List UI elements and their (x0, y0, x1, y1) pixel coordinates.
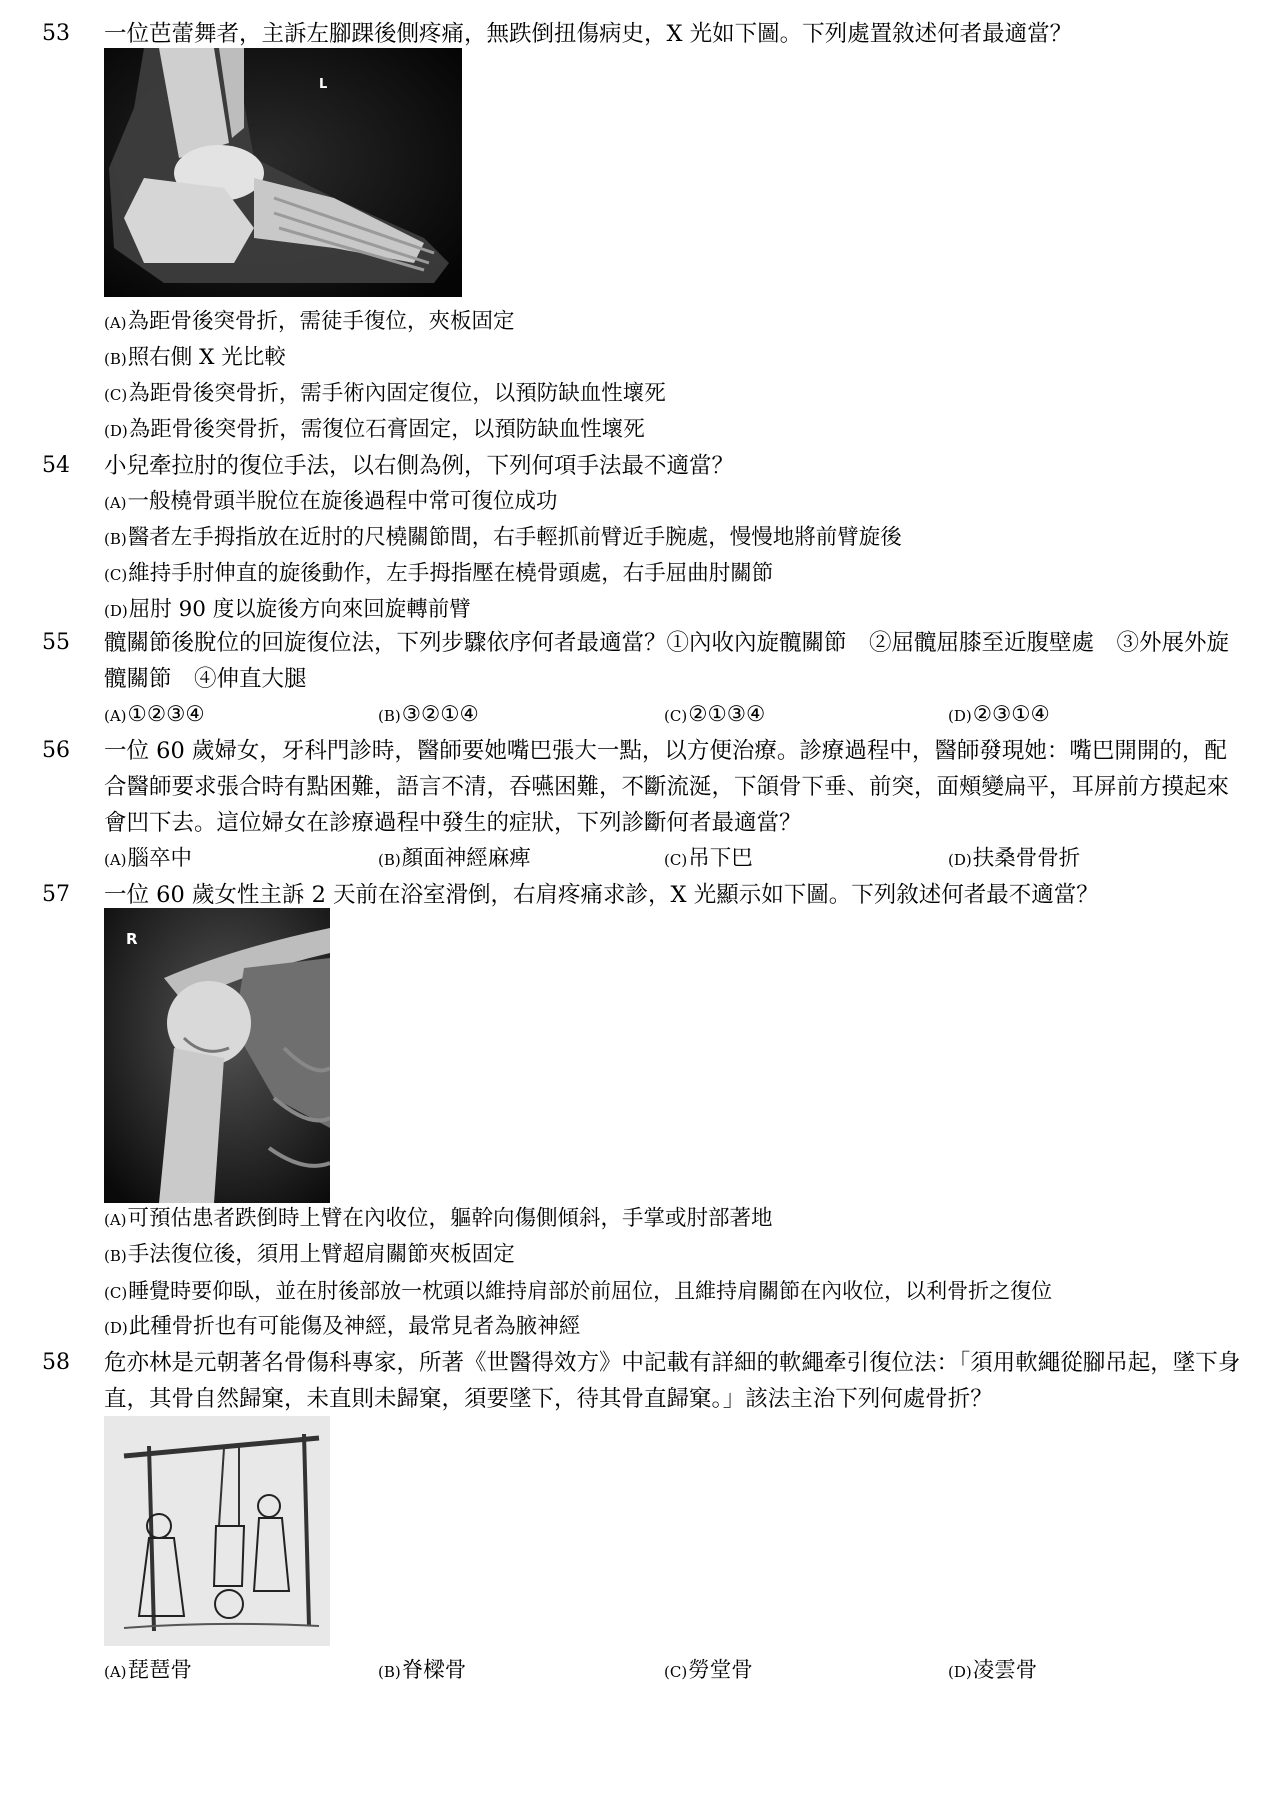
option-c: (C)勞堂骨 (664, 1658, 753, 1683)
option-b: (B)照右側 X 光比較 (104, 345, 286, 370)
ankle-xray-image (104, 48, 462, 297)
option-c: (C)為距骨後突骨折，需手術內固定復位，以預防缺血性壞死 (104, 381, 666, 406)
option-d: (D)凌雲骨 (948, 1658, 1038, 1683)
question-number: 54 (42, 453, 70, 478)
option-b: (B)手法復位後，須用上臂超肩關節夾板固定 (104, 1242, 515, 1267)
traction-drawing (104, 1416, 330, 1646)
question-stem: 髖關節後脫位的回旋復位法，下列步驟依序何者最適當？①內收內旋髖關節 ②屈髖屈膝至近腹壁處 ③外展外旋髖關節 ④伸直大腿 (104, 630, 1230, 692)
ankle-xray-drawing (104, 48, 462, 297)
question-stem: 一位 60 歲女性主訴 2 天前在浴室滑倒，右肩疼痛求診，X 光顯示如下圖。下列敘述何者最不適當？ (104, 882, 1099, 908)
option-b: (B)顏面神經麻痺 (378, 846, 531, 871)
option-c: (C)②①③④ (664, 702, 766, 727)
option-c: (C)維持手肘伸直的旋後動作，左手拇指壓在橈骨頭處，右手屈曲肘關節 (104, 561, 774, 586)
question-number: 55 (42, 630, 70, 655)
option-c: (C)吊下巴 (664, 846, 753, 871)
question-stem: 小兒牽拉肘的復位手法，以右側為例，下列何項手法最不適當？ (104, 453, 735, 479)
question-stem: 一位芭蕾舞者，主訴左腳踝後側疼痛，無跌倒扭傷病史，X 光如下圖。下列處置敘述何者最適當？ (104, 21, 1073, 47)
question-number: 56 (42, 738, 70, 763)
option-d: (D)此種骨折也有可能傷及神經，最常見者為腋神經 (104, 1314, 581, 1339)
option-d: (D)扶桑骨骨折 (948, 846, 1081, 871)
option-a: (A)為距骨後突骨折，需徒手復位，夾板固定 (104, 309, 515, 334)
option-d: (D)②③①④ (948, 702, 1050, 727)
option-d: (D)屈肘 90 度以旋後方向來回旋轉前臂 (104, 597, 471, 622)
option-a: (A)腦卒中 (104, 846, 193, 871)
option-c: (C)睡覺時要仰臥，並在肘後部放一枕頭以維持肩部於前屈位，且維持肩關節在內收位，以利骨折之復位 (104, 1279, 1053, 1303)
question-number: 53 (42, 21, 70, 46)
shoulder-xray-image (104, 908, 330, 1203)
xray-side-marker: L (319, 77, 328, 92)
question-number: 58 (42, 1350, 70, 1375)
option-d: (D)為距骨後突骨折，需復位石膏固定，以預防缺血性壞死 (104, 417, 645, 442)
option-b: (B)③②①④ (378, 702, 479, 727)
traction-illustration (104, 1416, 330, 1646)
question-stem: 一位 60 歲婦女，牙科門診時，醫師要她嘴巴張大一點，以方便治療。診療過程中，醫師發現她：嘴巴開開的，配合醫師要求張合時有點困難，語言不清，吞嚥困難，不斷流涎，下頜骨下垂、前突，面頰變扁平，耳屏前方摸起來會凹下去。這位婦女在診療過程中發生的症狀，下列診斷何者最適當？ (104, 738, 1230, 836)
question-stem: 危亦林是元朝著名骨傷科專家，所著《世醫得效方》中記載有詳細的軟繩牽引復位法：「須用軟繩從腳吊起，墜下身直，其骨自然歸窠，未直則未歸窠，須要墜下，待其骨直歸窠。」該法主治下列何處骨折？ (104, 1350, 1241, 1412)
xray-side-marker: R (126, 930, 138, 948)
option-b: (B)脊樑骨 (378, 1658, 467, 1683)
option-a: (A)琵琶骨 (104, 1658, 193, 1683)
option-a: (A)①②③④ (104, 702, 205, 727)
option-a: (A)一般橈骨頭半脫位在旋後過程中常可復位成功 (104, 489, 558, 514)
question-number: 57 (42, 882, 70, 907)
option-a: (A)可預估患者跌倒時上臂在內收位，軀幹向傷側傾斜，手掌或肘部著地 (104, 1206, 773, 1231)
shoulder-xray-drawing (104, 908, 330, 1203)
option-b: (B)醫者左手拇指放在近肘的尺橈關節間，右手輕抓前臂近手腕處，慢慢地將前臂旋後 (104, 525, 902, 550)
